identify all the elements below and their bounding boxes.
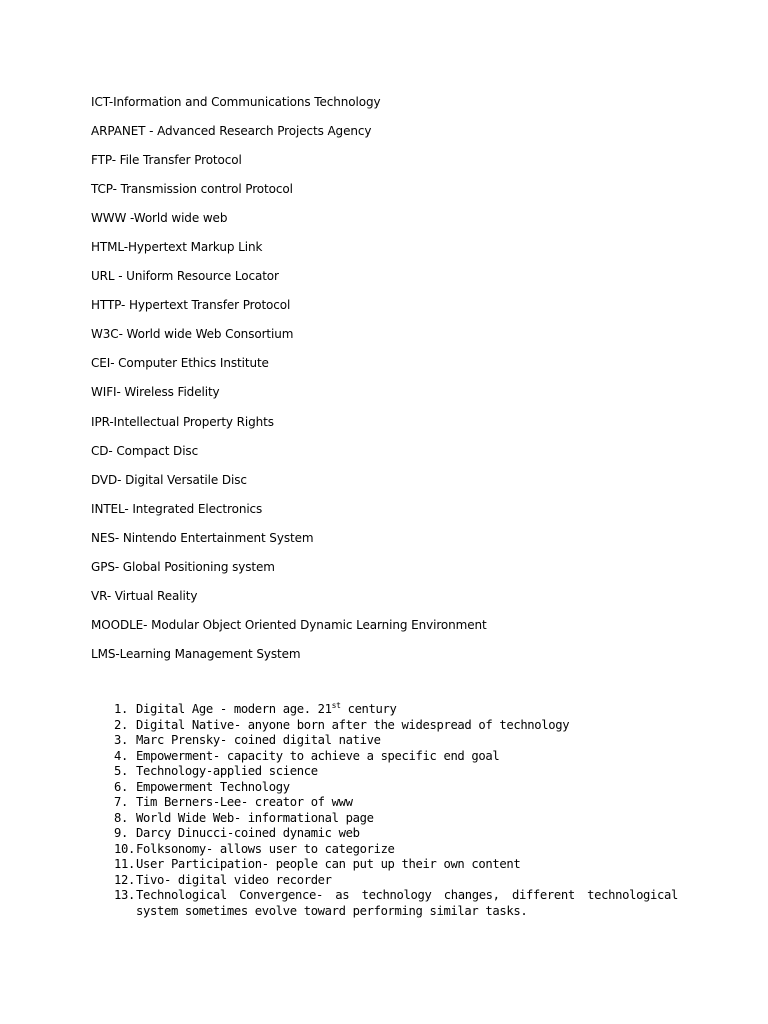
term-number-label: 10.	[114, 841, 135, 856]
term-main-text: Darcy Dinucci-coined dynamic web	[136, 826, 360, 840]
term-main-text: Tim Berners-Lee- creator of www	[136, 795, 353, 809]
term-number	[108, 811, 136, 827]
term-number	[108, 795, 136, 811]
term-number-label: 8.	[114, 810, 128, 825]
term-text	[136, 733, 678, 749]
term-text	[136, 857, 678, 873]
term-number-label: 13.	[114, 888, 135, 902]
acronym-item: URL - Uniform Resource Locator	[91, 269, 279, 284]
term-number	[108, 764, 136, 780]
term-number-label: 7.	[114, 795, 128, 809]
term-number	[108, 780, 136, 796]
term-text	[136, 826, 678, 842]
acronym-item: CEI- Computer Ethics Institute	[91, 356, 269, 371]
acronym-item: MOODLE- Modular Object Oriented Dynamic Learning Environment	[91, 617, 487, 632]
term-number-label: 9.	[114, 826, 128, 840]
acronym-item: LMS-Learning Management System	[91, 646, 301, 661]
term-number	[108, 826, 136, 842]
acronym-item: FTP- File Transfer Protocol	[91, 153, 242, 168]
term-main-text: Empowerment- capacity to achieve a specific end goal	[136, 748, 500, 763]
term-text	[136, 718, 678, 734]
term-superscript: st	[331, 700, 341, 710]
term-text	[136, 702, 678, 718]
term-item	[108, 857, 678, 873]
term-text	[136, 842, 678, 858]
term-text	[136, 811, 678, 827]
term-main-text: User Participation- people can put up their own content	[136, 857, 521, 871]
term-main-text: Marc Prensky- coined digital native	[136, 733, 381, 747]
term-number	[108, 749, 136, 765]
term-main-text: Folksonomy- allows user to categorize	[136, 841, 395, 856]
term-number	[108, 718, 136, 734]
term-text	[136, 888, 678, 919]
term-number	[108, 873, 136, 889]
term-item	[108, 795, 678, 811]
term-number-label: 11.	[114, 857, 135, 871]
acronym-item: HTTP- Hypertext Transfer Protocol	[91, 298, 291, 313]
term-item	[108, 702, 678, 718]
term-number	[108, 702, 136, 718]
acronym-item: W3C- World wide Web Consortium	[91, 327, 294, 342]
term-item	[108, 826, 678, 842]
acronym-item: WWW -World wide web	[91, 211, 228, 226]
term-number-label: 12.	[114, 872, 135, 887]
acronym-list	[91, 92, 711, 673]
acronym-item: GPS- Global Positioning system	[91, 559, 275, 574]
acronym-item: ICT-Information and Communications Technology	[91, 95, 381, 109]
acronym-item: IPR-Intellectual Property Rights	[91, 414, 274, 429]
term-item	[108, 842, 678, 858]
term-main-text: Empowerment Technology	[136, 779, 290, 794]
term-number-label: 5.	[114, 764, 128, 778]
acronym-item: WIFI- Wireless Fidelity	[91, 385, 220, 400]
term-number-label: 6.	[114, 779, 128, 794]
term-text	[136, 749, 678, 765]
term-number-label: 4.	[114, 748, 128, 763]
acronym-item: VR- Virtual Reality	[91, 588, 198, 603]
acronym-item: INTEL- Integrated Electronics	[91, 501, 263, 516]
term-text	[136, 780, 678, 796]
acronym-item: DVD- Digital Versatile Disc	[91, 472, 247, 487]
terms-list	[108, 702, 678, 919]
term-number	[108, 842, 136, 858]
term-item	[108, 873, 678, 889]
term-main-text: Tivo- digital video recorder	[136, 872, 332, 887]
term-number-label: 1.	[114, 702, 128, 716]
term-item	[108, 718, 678, 734]
term-main-text: Technology-applied science	[136, 764, 318, 778]
term-main-text: Technological Convergence- as technology changes, different technological system sometimes evolve toward performing similar tasks.	[136, 888, 678, 918]
acronym-item: TCP- Transmission control Protocol	[91, 182, 293, 197]
acronym-item: ARPANET - Advanced Research Projects Agency	[91, 124, 372, 139]
term-number-label: 2.	[114, 717, 128, 732]
term-item	[108, 888, 678, 919]
term-text	[136, 873, 678, 889]
term-item	[108, 764, 678, 780]
term-main-text: Digital Age - modern age. 21	[136, 702, 332, 716]
term-item	[108, 749, 678, 765]
acronym-item: CD- Compact Disc	[91, 443, 199, 458]
term-number	[108, 888, 136, 919]
term-item	[108, 811, 678, 827]
term-main-text: World Wide Web- informational page	[136, 810, 374, 825]
term-main-text: Digital Native- anyone born after the widespread of technology	[136, 717, 570, 732]
term-number-label: 3.	[114, 733, 128, 747]
term-after-text: century	[340, 702, 397, 716]
term-text	[136, 795, 678, 811]
term-text	[136, 764, 678, 780]
term-number	[108, 857, 136, 873]
acronym-item: HTML-Hypertext Markup Link	[91, 240, 263, 255]
term-number	[108, 733, 136, 749]
term-item	[108, 780, 678, 796]
term-item	[108, 733, 678, 749]
acronym-item: NES- Nintendo Entertainment System	[91, 530, 314, 545]
